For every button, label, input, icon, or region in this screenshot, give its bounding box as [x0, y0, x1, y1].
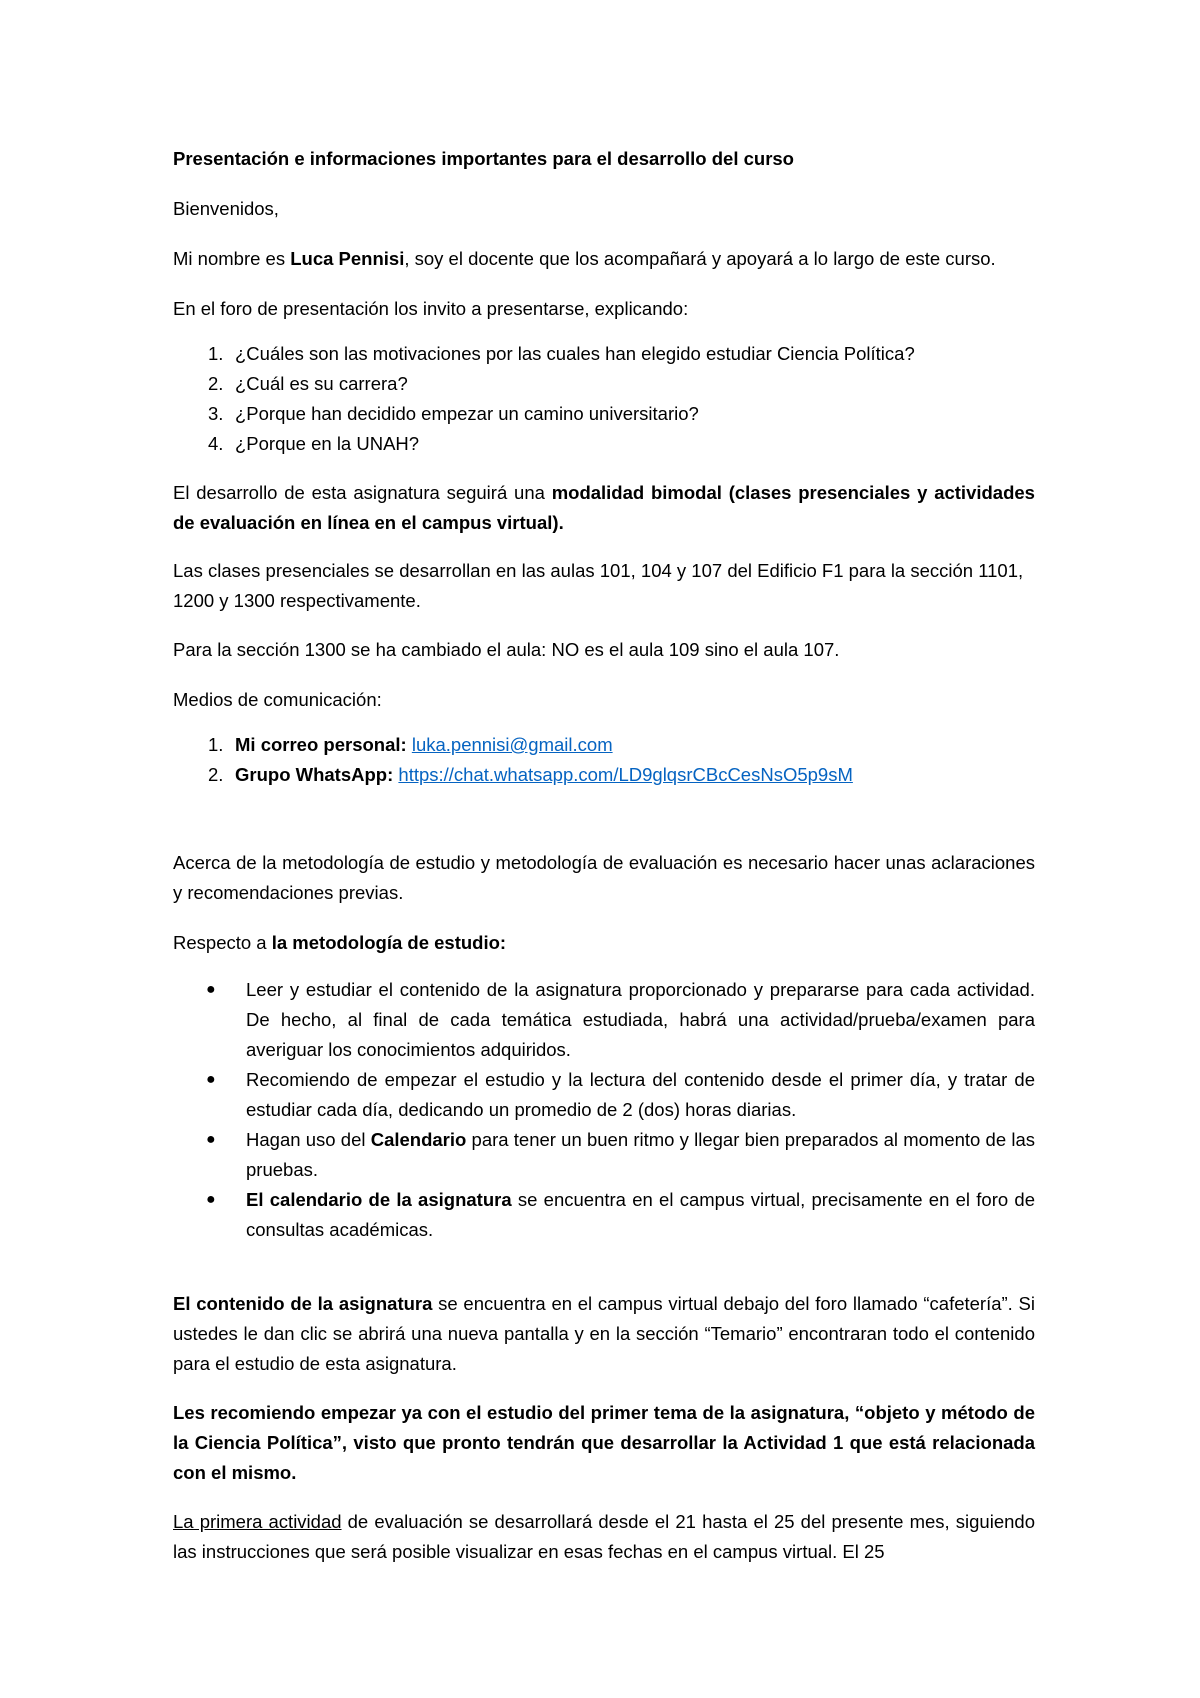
- bullet-icon: ●: [206, 1071, 216, 1088]
- recommend-paragraph: Les recomiendo empezar ya con el estudio del primer tema de la asignatura, “objeto y método de la Ciencia Política”, visto que pronto tendrán que desarrollar la Actividad 1 que está relacionada con el mismo.: [173, 1402, 1035, 1483]
- list-item: ● Recomiendo de empezar el estudio y la lectura del contenido desde el primer día, y tratar de estudiar cada día, dedicando un promedio de 2 (dos) horas diarias.: [173, 1065, 1035, 1125]
- greeting: Bienvenidos,: [173, 198, 279, 219]
- study-heading: Respecto a la metodología de estudio:: [173, 932, 507, 953]
- list-item: ● Leer y estudiar el contenido de la asignatura proporcionado y prepararse para cada actividad. De hecho, al final de cada temática estudiada, habrá una actividad/prueba/examen para averiguar los conocimientos adquiridos.: [173, 975, 1035, 1065]
- communication-list: [173, 730, 1035, 790]
- forum-intro: En el foro de presentación los invito a presentarse, explicando:: [173, 298, 689, 319]
- questions-list: [173, 339, 1035, 459]
- list-item: 2. ¿Cuál es su carrera?: [208, 373, 408, 394]
- communication-title: Medios de comunicación:: [173, 689, 382, 710]
- bullet-icon: ●: [206, 981, 216, 998]
- methodology-intro: Acerca de la metodología de estudio y metodología de evaluación es necesario hacer unas aclaraciones y recomendaciones previas.: [173, 852, 1035, 903]
- email-link[interactable]: luka.pennisi@gmail.com: [411, 734, 613, 755]
- whatsapp-link[interactable]: https://chat.whatsapp.com/LD9glqsrCBcCesNsO5p9sM: [398, 764, 853, 785]
- intro-paragraph: Mi nombre es Luca Pennisi, soy el docente que los acompañará y apoyará a lo largo de este curso.: [173, 248, 996, 269]
- first-activity-paragraph: La primera actividad de evaluación se desarrollará desde el 21 hasta el 25 del presente mes, siguiendo las instrucciones que será posible visualizar en esas fechas en el campus virtual. El 25: [173, 1511, 1035, 1562]
- document-body: [173, 144, 1035, 1567]
- classes-paragraph: Las clases presenciales se desarrollan en las aulas 101, 104 y 107 del Edificio F1 para la sección 1101, 1200 y 1300 respectivamente.: [173, 560, 1024, 611]
- list-item: 2. Grupo WhatsApp: https://chat.whatsapp.com/LD9glqsrCBcCesNsO5p9sM: [208, 764, 853, 785]
- section-change-paragraph: Para la sección 1300 se ha cambiado el aula: NO es el aula 109 sino el aula 107.: [173, 639, 840, 660]
- document-title: Presentación e informaciones importantes para el desarrollo del curso: [173, 148, 794, 169]
- bullet-icon: ●: [206, 1131, 216, 1148]
- list-item: 3. ¿Porque han decidido empezar un camino universitario?: [208, 403, 699, 424]
- content-paragraph: El contenido de la asignatura se encuentra en el campus virtual debajo del foro llamado “cafetería”. Si ustedes le dan clic se abrirá una nueva pantalla y en la sección “Temario” encontraran todo el contenido para el estudio de esta asignatura.: [173, 1293, 1036, 1374]
- list-item: 1. Mi correo personal: luka.pennisi@gmail.com: [208, 734, 613, 755]
- list-item: ● Hagan uso del Calendario para tener un buen ritmo y llegar bien preparados al momento de las pruebas.: [173, 1125, 1035, 1185]
- study-bullets: [173, 975, 1035, 1245]
- list-item: 1. ¿Cuáles son las motivaciones por las cuales han elegido estudiar Ciencia Política?: [208, 343, 915, 364]
- list-item: ● El calendario de la asignatura se encuentra en el campus virtual, precisamente en el foro de consultas académicas.: [173, 1185, 1035, 1245]
- list-item: 4. ¿Porque en la UNAH?: [208, 433, 420, 454]
- bullet-icon: ●: [206, 1191, 216, 1208]
- teacher-name: Luca Pennisi: [290, 248, 405, 269]
- modality-paragraph: El desarrollo de esta asignatura seguirá una modalidad bimodal (clases presenciales y actividades de evaluación en línea en el campus virtual).: [173, 482, 1035, 533]
